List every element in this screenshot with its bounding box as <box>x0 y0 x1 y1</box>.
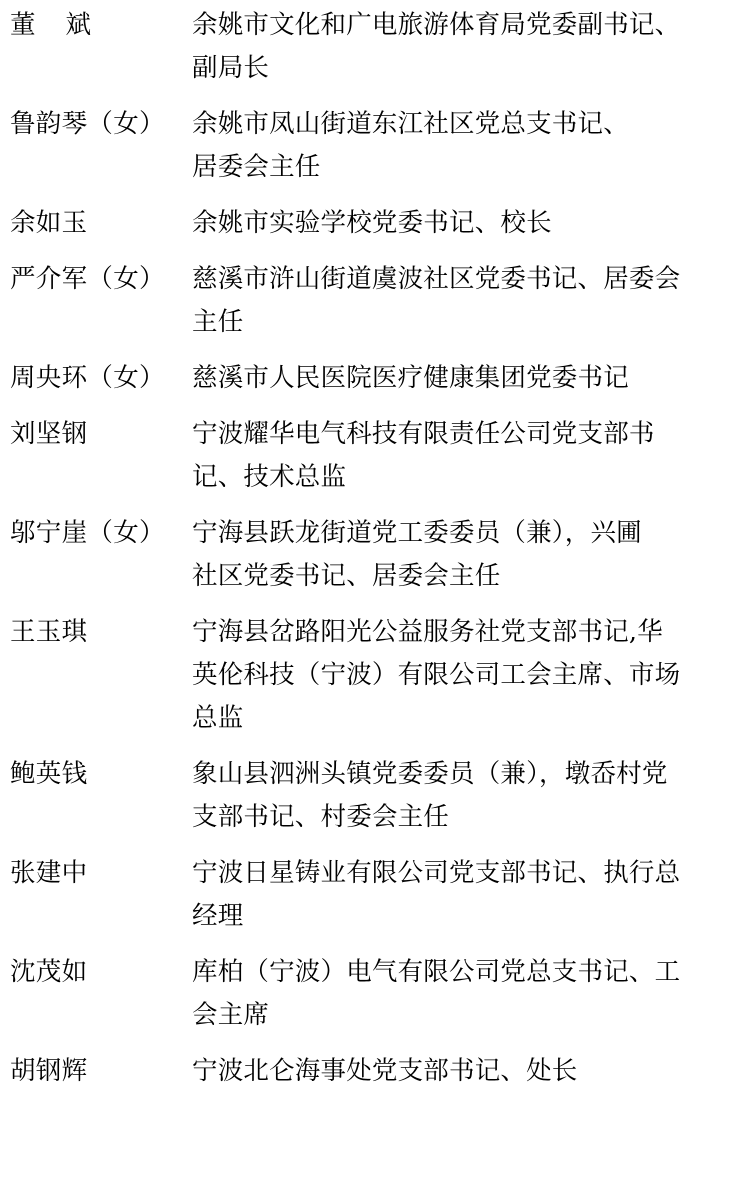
person-title-line: 慈溪市人民医院医疗健康集团党委书记 <box>192 363 629 393</box>
person-name: 王玉琪 <box>10 617 88 647</box>
person-name: 严介军（女） <box>10 264 165 294</box>
entry-row <box>10 4 729 90</box>
person-title-line: 主任 <box>192 307 244 337</box>
person-title-line: 余姚市文化和广电旅游体育局党委副书记、 <box>192 10 681 40</box>
person-title <box>192 512 729 598</box>
person-title <box>192 852 729 938</box>
person-title <box>192 753 729 839</box>
person-title <box>192 413 729 499</box>
person-name-given: 斌 <box>65 10 92 40</box>
person-title-line: 记、技术总监 <box>192 462 347 492</box>
person-title-line: 支部书记、村委会主任 <box>192 802 450 832</box>
person-title-line: 副局长 <box>192 53 270 83</box>
person-title <box>192 611 729 740</box>
entry-list <box>10 4 729 1093</box>
person-title-line: 经理 <box>192 901 244 931</box>
entry-row <box>10 413 729 499</box>
person-title-line: 社区党委书记、居委会主任 <box>192 561 501 591</box>
entry-row <box>10 852 729 938</box>
person-name: 张建中 <box>10 858 88 888</box>
person-title <box>192 951 729 1037</box>
person-name: 周央环（女） <box>10 363 165 393</box>
person-name: 鲍英钱 <box>10 759 88 789</box>
person-title-line: 总监 <box>192 703 244 733</box>
person-name: 沈茂如 <box>10 957 88 987</box>
entry-row <box>10 611 729 740</box>
person-title <box>192 4 729 90</box>
person-title <box>192 357 729 400</box>
person-title-line: 库柏（宁波）电气有限公司党总支书记、工 <box>192 957 681 987</box>
person-title-line: 宁海县岔路阳光公益服务社党支部书记,华 <box>192 617 663 647</box>
entry-row <box>10 512 729 598</box>
person-title-line: 宁波北仑海事处党支部书记、处长 <box>192 1056 578 1086</box>
person-title-line: 慈溪市浒山街道虞波社区党委书记、居委会 <box>192 264 681 294</box>
person-name: 余如玉 <box>10 208 88 238</box>
person-title <box>192 1050 729 1093</box>
entry-row <box>10 202 729 245</box>
person-title-line: 宁波日星铸业有限公司党支部书记、执行总 <box>192 858 681 888</box>
entry-row <box>10 357 729 400</box>
entry-row <box>10 1050 729 1093</box>
person-title-line: 象山县泗洲头镇党委委员（兼），墩岙村党 <box>192 759 668 789</box>
person-title <box>192 103 729 189</box>
person-title-line: 会主席 <box>192 1000 270 1030</box>
person-name: 邬宁崖（女） <box>10 518 165 548</box>
person-name: 刘坚钢 <box>10 419 88 449</box>
person-title-line: 居委会主任 <box>192 152 321 182</box>
person-title-line: 余姚市实验学校党委书记、校长 <box>192 208 552 238</box>
entry-row <box>10 951 729 1037</box>
person-title-line: 余姚市凤山街道东江社区党总支书记、 <box>192 109 629 139</box>
person-name <box>10 4 192 47</box>
person-title <box>192 202 729 245</box>
person-title <box>192 258 729 344</box>
entry-row <box>10 103 729 189</box>
entry-row <box>10 753 729 839</box>
person-name-surname: 董 <box>10 10 36 40</box>
person-title-line: 宁海县跃龙街道党工委委员（兼），兴圃 <box>192 518 642 548</box>
person-title-line: 英伦科技（宁波）有限公司工会主席、市场 <box>192 660 681 690</box>
person-title-line: 宁波耀华电气科技有限责任公司党支部书 <box>192 419 655 449</box>
entry-row <box>10 258 729 344</box>
person-name: 胡钢辉 <box>10 1056 88 1086</box>
person-name: 鲁韵琴（女） <box>10 109 165 139</box>
